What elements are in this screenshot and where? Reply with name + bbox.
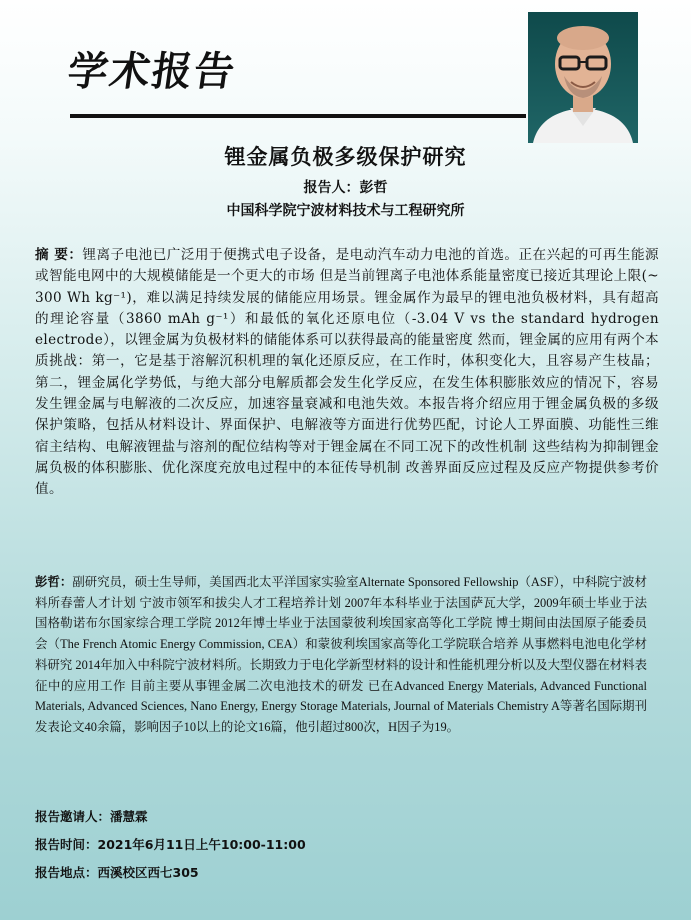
title-underline [70,114,526,118]
location-line: 报告地点：西溪校区西七305 [35,865,199,880]
abstract-paragraph [35,245,659,501]
talk-title: 锂金属负极多级保护研究 [224,144,467,169]
speaker-photo [528,12,638,143]
abstract-label: 摘 要： [35,247,83,263]
time-line: 报告时间：2021年6月11日上午10:00-11:00 [35,837,306,852]
inviter-line: 报告邀请人：潘慧霖 [35,809,148,824]
speaker-affiliation: 中国科学院宁波材料技术与工程研究所 [226,203,465,219]
bio-text: 副研究员，硕士生导师，美国西北太平洋国家实验室Alternate Sponsored Fellowship（ASF），中科院宁波材料所春蕾人才计划 宁波市领军和拔尖人才工程培养计划 2007年本科毕业于法国萨瓦大学，2009年硕士毕业于法国格勒诺布尔国家综合理工学院 2012年博士毕业于法国蒙彼利埃国家高等化工学院 博士期间由法国原子能委员会（The French Atomic Energy Commission, CEA）和蒙彼利埃国家高等化工学院联合培养 从事燃料电池电化学材料研究 2014年加入中科院宁波材料所。长期致力于电化学新型材料的设计和性能机理分析以及大型仪器在材料表征中的应用工作 目前主要从事锂金属二次电池技术的研发 已在Advanced Energy Materials, Advanced Functional Materials, Advanced Sciences, Nano Energy, Energy Storage Materials, Journal of Materials Chemistry A等著名国际期刊发表论文40余篇，影响因子10以上的论文16篇，他引超过800次，H因子为19。 [35,575,647,734]
speaker-photo-illustration [528,12,638,143]
bio-label: 彭哲： [35,575,73,589]
speaker-line: 报告人：彭哲 [303,180,388,196]
abstract-text: 锂离子电池已广泛用于便携式电子设备，是电动汽车动力电池的首选。正在兴起的可再生能源或智能电网中的大规模储能是一个更大的市场 但是当前锂离子电池体系能量密度已接近其理论上限(~ 300 Wh kg⁻¹)，难以满足持续发展的储能应用场景。锂金属作为最早的锂电池负极材料，具有超高的理论容量（3860 mAh g⁻¹）和最低的氧化还原电位（-3.04 V vs the standard hydrogen electrode），以锂金属为负极材料的储能体系可以获得最高的能量密度 然而，锂金属的应用有两个本质挑战：第一，它是基于溶解沉积机理的氧化还原反应，在工作时，体积变化大，且容易产生枝晶；第二，锂金属化学势低，与绝大部分电解质都会发生化学反应，在发生体积膨胀效应的情况下，容易发生锂金属与电解液的二次反应，加速容量衰减和电池失效。本报告将介绍应用于锂金属负极的多级保护策略，包括从材料设计、界面保护、电解液等方面进行优势匹配，讨论人工界面膜、功能性三维宿主结构、电解液锂盐与溶剂的配位结构等对于锂金属在不同工况下的改性机制 这些结构为抑制锂金属负极的体积膨胀、优化深度充放电过程中的本征传导机制 改善界面反应过程及反应产物提供参考价值。 [35,247,659,498]
speaker-bio [35,572,647,738]
poster-title: 学术报告 [64,49,240,95]
